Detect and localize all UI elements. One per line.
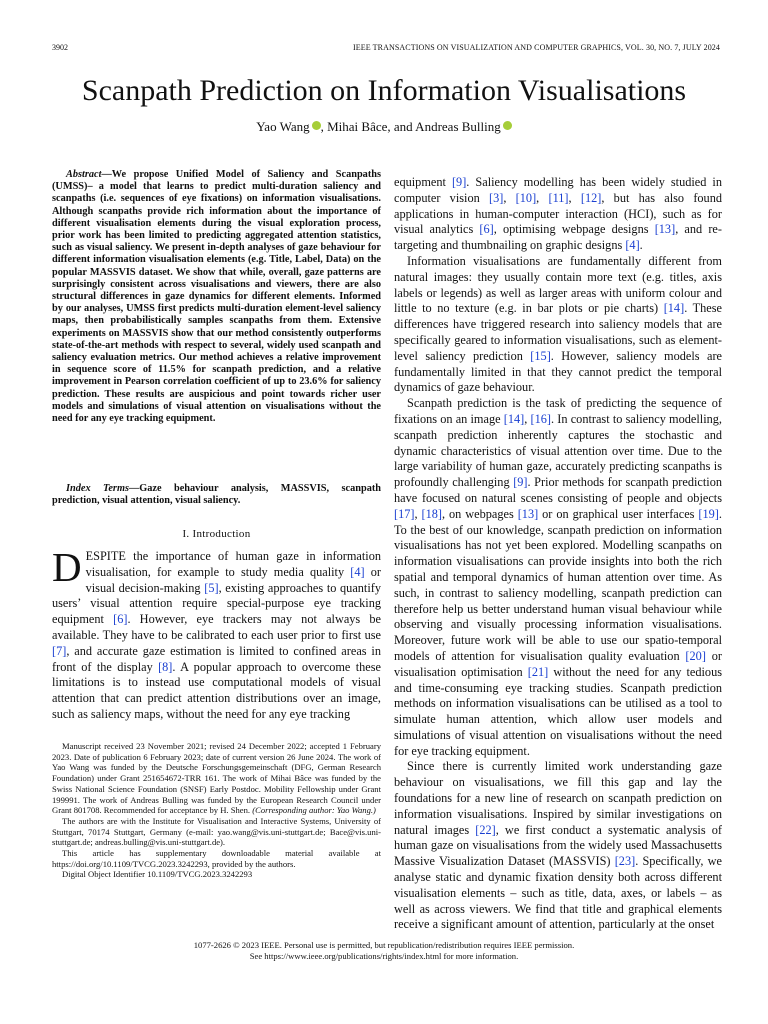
citation-link[interactable]: [17] (394, 506, 415, 521)
abstract-label: Abstract (66, 169, 102, 180)
citation-link[interactable]: [13] (654, 222, 676, 237)
citation-link[interactable]: [18] (421, 506, 443, 521)
citation-link[interactable]: [9] (451, 175, 467, 189)
citation-link[interactable]: [6] (479, 222, 494, 237)
corresponding-author: (Corresponding author: Yao Wang.) (252, 805, 376, 816)
text: equipment (394, 175, 452, 189)
section-heading-introduction: I. Introduction (182, 528, 251, 540)
rights-link[interactable]: See https://www.ieee.org/publications/rights/index.html for more information. (249, 951, 519, 961)
paragraph: Scanpath prediction is the task of predicting the sequence of fixations on an image [14], [16]. In contrast to saliency modelling, scanpath prediction inherently captures the stochastic and dynamic characteristics of visual attention over time. Due to the large variability of human gaze, accurately predicting scanpaths is profoundly challenging [9]. Prior methods for scanpath prediction have focused on natural scenes consisting of people and objects [17], [18], on webpages [13] or on graphical user interfaces [19]. To the best of our knowledge, scanpath prediction on information visualisations has not yet been explored. Modelling scanpaths on information visualisations can provide insights into both the rich spatial and temporal dynamics of human attention over time. As such, in contrast to saliency modelling, scanpath prediction can therefore help us better understand human visual behaviour while observing and visually processing information visualisations. Moreover, future work will be able to use our spatio-temporal models of attention for visualisation quality evaluation [20] or visualisation optimisation [21] without the need for any tedious and time-consuming eye tracking studies. Scanpath prediction methods on information visualisations can be utilised as a tool to simulate human attention, which allow user models and simulations of visual attention on visualisations without the need for eye tracking equipment. (394, 396, 723, 758)
citation-link[interactable]: [3] (489, 190, 504, 205)
footnote (52, 741, 381, 880)
text: Since there is currently limited work understanding gaze behaviour on visualisations, we fill this gap and lay the foundations for a new line of research on scanpath prediction on information visualisations. Inspired by similar investigations on natural images (394, 759, 722, 837)
citation-link[interactable]: [9] (513, 475, 528, 490)
text: . (639, 238, 643, 253)
text: without the need for any tedious and time-consuming eye tracking studies. Scanpath prediction methods on information visualisations can be utilised as a tool to simulate human attention, which allow user models and simulations of visual attention on visualisations without the need for eye tracking equipment. (394, 664, 723, 758)
intro-text: or visual decision-making (85, 564, 381, 595)
text: Scanpath prediction is the task of predicting the sequence of fixations on an image (394, 396, 722, 426)
citation-link[interactable]: [15] (530, 348, 551, 363)
citation-link[interactable]: [7] (52, 643, 67, 658)
paper-title: Scanpath Prediction on Information Visualisations (81, 74, 687, 107)
text: , but has also found applications in human-computer interaction (HCI), such as for visual analytics (394, 190, 723, 237)
orcid-icon[interactable] (503, 121, 512, 130)
text: , we first conduct a systematic analysis of human gaze on visualisations from the widely used Massachusetts Massive Visualization Dataset (MASSVIS) (394, 822, 722, 869)
journal-header: IEEE TRANSACTIONS ON VISUALIZATION AND COMPUTER GRAPHICS, VOL. 30, NO. 7, JULY 2024 (353, 43, 720, 52)
intro-paragraph (52, 544, 381, 723)
citation-link[interactable]: [19] (698, 506, 719, 521)
text: . These differences have triggered research into saliency models that are specifically geared to information visualisations, such as element-level saliency prediction (394, 301, 722, 363)
footnote-doi: Digital Object Identifier 10.1109/TVCG.2023.3242293 (62, 869, 253, 880)
abstract (52, 169, 381, 425)
text: , and re-targeting and thumbnailing on graphic designs (394, 222, 722, 253)
text: . Prior methods for scanpath prediction have focused on natural scenes consisting of people and objects (394, 475, 722, 505)
citation-link[interactable]: [14] (503, 411, 525, 426)
citation-link[interactable]: [8] (158, 659, 173, 674)
citation-link[interactable]: [6] (113, 612, 128, 627)
citation-link[interactable]: [16] (530, 411, 552, 426)
text: Information visualisations are fundamentally different from natural images: they usually contain more text (e.g. titles, axis labels or legends) as well as larger areas with uniform colour and little to no texture (e.g. in bar plots or pie charts) (394, 253, 722, 316)
citation-link[interactable]: [14] (663, 301, 685, 316)
citation-link[interactable]: [21] (527, 664, 549, 679)
text: . Saliency modelling has been widely studied in computer vision (394, 175, 722, 205)
citation-link[interactable]: [12] (580, 190, 602, 205)
index-terms (52, 483, 381, 507)
citation-link[interactable]: [13] (517, 506, 539, 521)
copyright-notice (0, 940, 768, 962)
paragraph: equipment [9]. Saliency modelling has been widely studied in computer vision [3], [10], [11], [12], but has also found applications in human-computer interaction (HCI), such as for visual analytics [6], optimising webpage designs [13], and re-targeting and thumbnailing on graphic designs [4]. (394, 175, 723, 253)
intro-text: . A popular approach to overcome these limitations is to instead use computational models of visual attention that can predict attention distributions over an image, such as saliency maps, without the need for any eye tracking (52, 659, 381, 721)
text: , on webpages (442, 506, 518, 521)
author-yao-wang: Yao Wang (256, 119, 310, 134)
intro-text: . However, eye trackers may not always be available. They have to be calibrated to each user prior to first use (52, 612, 381, 642)
footnote-affiliation: The authors are with the Institute for Visualisation and Interactive Systems, University of Stuttgart, 70174 Stuttgart, Germany (e-mail: yao.wang@vis.uni-stuttgart.de; Bace@vis.uni-stuttgart.de; andreas.bulling@vis.uni-stuttgart.de). (52, 815, 381, 848)
paragraph (394, 254, 722, 396)
author-rest: , Mihai Bâce, and Andreas Bulling (320, 119, 501, 134)
drop-cap: D (52, 544, 82, 590)
author-list (0, 119, 768, 135)
citation-link[interactable]: [5] (204, 580, 219, 595)
paragraph (394, 759, 722, 933)
intro-text: ESPITE the importance of human gaze in information visualisation, for example to study media quality (85, 549, 381, 579)
copyright-line: 1077-2626 © 2023 IEEE. Personal use is permitted, but republication/redistribution requires IEEE permission. (193, 940, 575, 950)
text: or on graphical user interfaces (538, 506, 699, 521)
citation-link[interactable]: [4] (350, 564, 365, 579)
footnote-text: Manuscript received 23 November 2021; revised 24 December 2022; accepted 1 February 2023. Date of publication 6 February 2023; date of current version 26 June 2024. The work of Yao Wang was funded by the Deutsche Forschungsgemeinschaft (DFG, German Research Foundation) under Grant 251654672-TRR 161. The work of Mihai Bâce was funded by the Swiss National Science Foundation (SNSF) Early Postdoc. Mobility Fellowship under Grant 199991. The work of Andreas Bulling was funded by the European Research Council under Grant 801708. Recommended for acceptance by H. Shen. (52, 741, 381, 816)
citation-link[interactable]: [22] (475, 822, 496, 837)
text: . To the best of our knowledge, scanpath prediction on information visualisations has not yet been explored. Modelling scanpaths on information visualisations can provide insights into both the rich spatial and temporal dynamics of human attention over time. As such, in contrast to saliency modelling, scanpath prediction can therefore help us better understand human visual behaviour while observing and visually processing information visualisations. Moreover, future work will be able to use our spatio-temporal models of attention for visualisation quality evaluation (394, 506, 722, 663)
text: , optimising webpage designs (493, 222, 655, 237)
abstract-text: —We propose Unified Model of Saliency and Scanpaths (UMSS)– a model that learns to predict multi-duration saliency and scanpaths (i.e. sequences of eye fixations) on information visualisations. Although scanpaths provide rich information about the importance of different visualisation elements during the visual exploration process, prior work has been limited to predicting aggregated attention statistics, such as visual saliency. We present in-depth analyses of gaze behaviour for different information visualisation elements (e.g. Title, Label, Data) on the popular MASSVIS dataset. We show that while, overall, gaze patterns are surprisingly consistent across visualisations and viewers, there are also structural differences in gaze dynamics for different elements. Informed by our analyses, UMSS first predicts multi-duration element-level saliency maps, then probabilistically samples scanpaths from them. Extensive experiments on MASSVIS show that our method consistently outperforms state-of-the-art methods with respect to several, widely used scanpath and saliency evaluation metrics. Our method achieves a relative improvement in sequence score of 11.5% for scanpath prediction, and a relative improvement in Pearson correlation coefficient of up to 23.6% for saliency prediction. These results are auspicious and point towards richer user models and simulations of visual attention on visualisations without the need for any eye tracking equipment. (52, 169, 381, 425)
text: or visualisation optimisation (394, 648, 722, 679)
citation-link[interactable]: [10] (515, 190, 537, 205)
text: . In contrast to saliency modelling, scanpath prediction inherently captures the stochastic and dynamic characteristics of visual attention over time. Due to the large variability of human gaze, accurately predicting scanpaths is profoundly challenging (394, 411, 722, 490)
intro-text: , and accurate gaze estimation is limited to confined areas in front of the display (52, 643, 381, 674)
citation-link[interactable]: [11] (548, 190, 569, 205)
text: . Specifically, we analyse static and dynamic fixation density both across different visualisation elements – such as title, data, axes, or labels – as well as across viewers. We find that title and graphical elements receive a significant amount of attention, particularly at the onset (394, 854, 722, 932)
citation-link[interactable]: [23] (614, 854, 636, 869)
right-column-text (394, 175, 722, 933)
orcid-icon[interactable] (312, 121, 321, 130)
index-terms-text: —Gaze behaviour analysis, MASSVIS, scanpath prediction, visual attention, visual saliency. (52, 483, 381, 507)
citation-link[interactable]: [4] (625, 238, 640, 253)
footnote-manuscript (52, 741, 381, 816)
intro-text: , existing approaches to quantify users’ visual attention require special-purpose eye tracking equipment (52, 580, 381, 627)
index-terms-label: Index Terms (66, 483, 129, 494)
footnote-supplementary: This article has supplementary downloadable material available at https://doi.org/10.1109/TVCG.2023.3242293, provided by the authors. (52, 848, 381, 869)
citation-link[interactable]: [20] (685, 648, 706, 663)
page-number: 3902 (52, 43, 68, 52)
text: . However, saliency models are fundamentally limited in that they cannot predict the temporal dynamics of gaze behaviour. (394, 348, 723, 395)
